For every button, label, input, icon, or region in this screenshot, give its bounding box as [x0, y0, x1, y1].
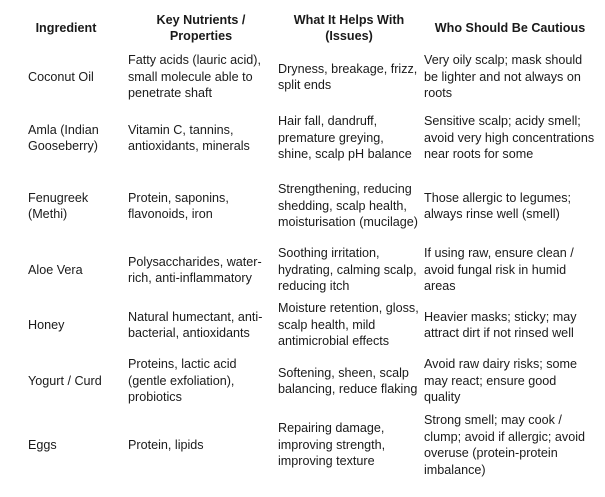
header-what-it-helps-with: What It Helps With (Issues) [293, 12, 405, 43]
helps-cell: Dryness, breakage, frizz, split ends [278, 61, 418, 92]
nutrients-cell: Fatty acids (lauric acid), small molecule able to penetrate shaft [128, 53, 261, 101]
cautious-cell: Those allergic to legumes; always rinse well (smell) [424, 190, 571, 221]
table-row [6, 410, 598, 480]
ingredient-cell: Fenugreek (Methi) [28, 190, 89, 221]
cautious-cell: Sensitive scalp; acidy smell; avoid very high concentrations near roots for some [424, 114, 595, 162]
helps-cell: Soothing irritation, hydrating, calming scalp, reducing itch [278, 246, 417, 294]
cautious-cell: Very oily scalp; mask should be lighter and not always on roots [424, 53, 583, 101]
cautious-cell: If using raw, ensure clean / avoid fungal risk in humid areas [424, 246, 574, 294]
nutrients-cell: Protein, saponins, flavonoids, iron [128, 190, 229, 221]
ingredient-cell: Amla (Indian Gooseberry) [28, 122, 99, 153]
cautious-cell: Strong smell; may cook / clump; avoid if allergic; avoid overuse (protein-protein imbalance) [424, 413, 585, 477]
helps-cell: Softening, sheen, scalp balancing, reduce flaking [278, 365, 418, 396]
table-row [6, 106, 598, 170]
ingredient-cell: Coconut Oil [28, 69, 94, 84]
header-ingredient: Ingredient [35, 20, 97, 35]
nutrients-cell: Natural humectant, anti-bacterial, antioxidants [128, 309, 263, 340]
header-key-nutrients: Key Nutrients / Properties [156, 12, 246, 43]
nutrients-cell: Polysaccharides, water-rich, anti-inflammatory [128, 254, 262, 285]
ingredient-table [6, 8, 598, 480]
helps-cell: Moisture retention, gloss, scalp health, mild antimicrobial effects [278, 301, 419, 349]
table-row [6, 298, 598, 352]
ingredient-cell: Yogurt / Curd [28, 373, 102, 388]
helps-cell: Strengthening, reducing shedding, scalp health, moisturisation (mucilage) [278, 182, 418, 230]
helps-cell: Hair fall, dandruff, premature greying, shine, scalp pH balance [278, 114, 412, 162]
table-row [6, 242, 598, 298]
nutrients-cell: Protein, lipids [128, 437, 204, 452]
ingredient-cell: Eggs [28, 437, 57, 452]
header-who-should-be-cautious: Who Should Be Cautious [434, 20, 586, 35]
ingredient-cell: Honey [28, 317, 65, 332]
cautious-cell: Avoid raw dairy risks; some may react; ensure good quality [424, 357, 578, 405]
helps-cell: Repairing damage, improving strength, improving texture [278, 421, 386, 469]
table-row [6, 352, 598, 410]
table-row [6, 48, 598, 106]
ingredient-cell: Aloe Vera [28, 262, 83, 277]
nutrients-cell: Vitamin C, tannins, antioxidants, minerals [128, 122, 250, 153]
cautious-cell: Heavier masks; sticky; may attract dirt if not rinsed well [424, 309, 577, 340]
table-header-row [6, 8, 598, 48]
nutrients-cell: Proteins, lactic acid (gentle exfoliation), probiotics [128, 357, 237, 405]
table-row [6, 170, 598, 242]
